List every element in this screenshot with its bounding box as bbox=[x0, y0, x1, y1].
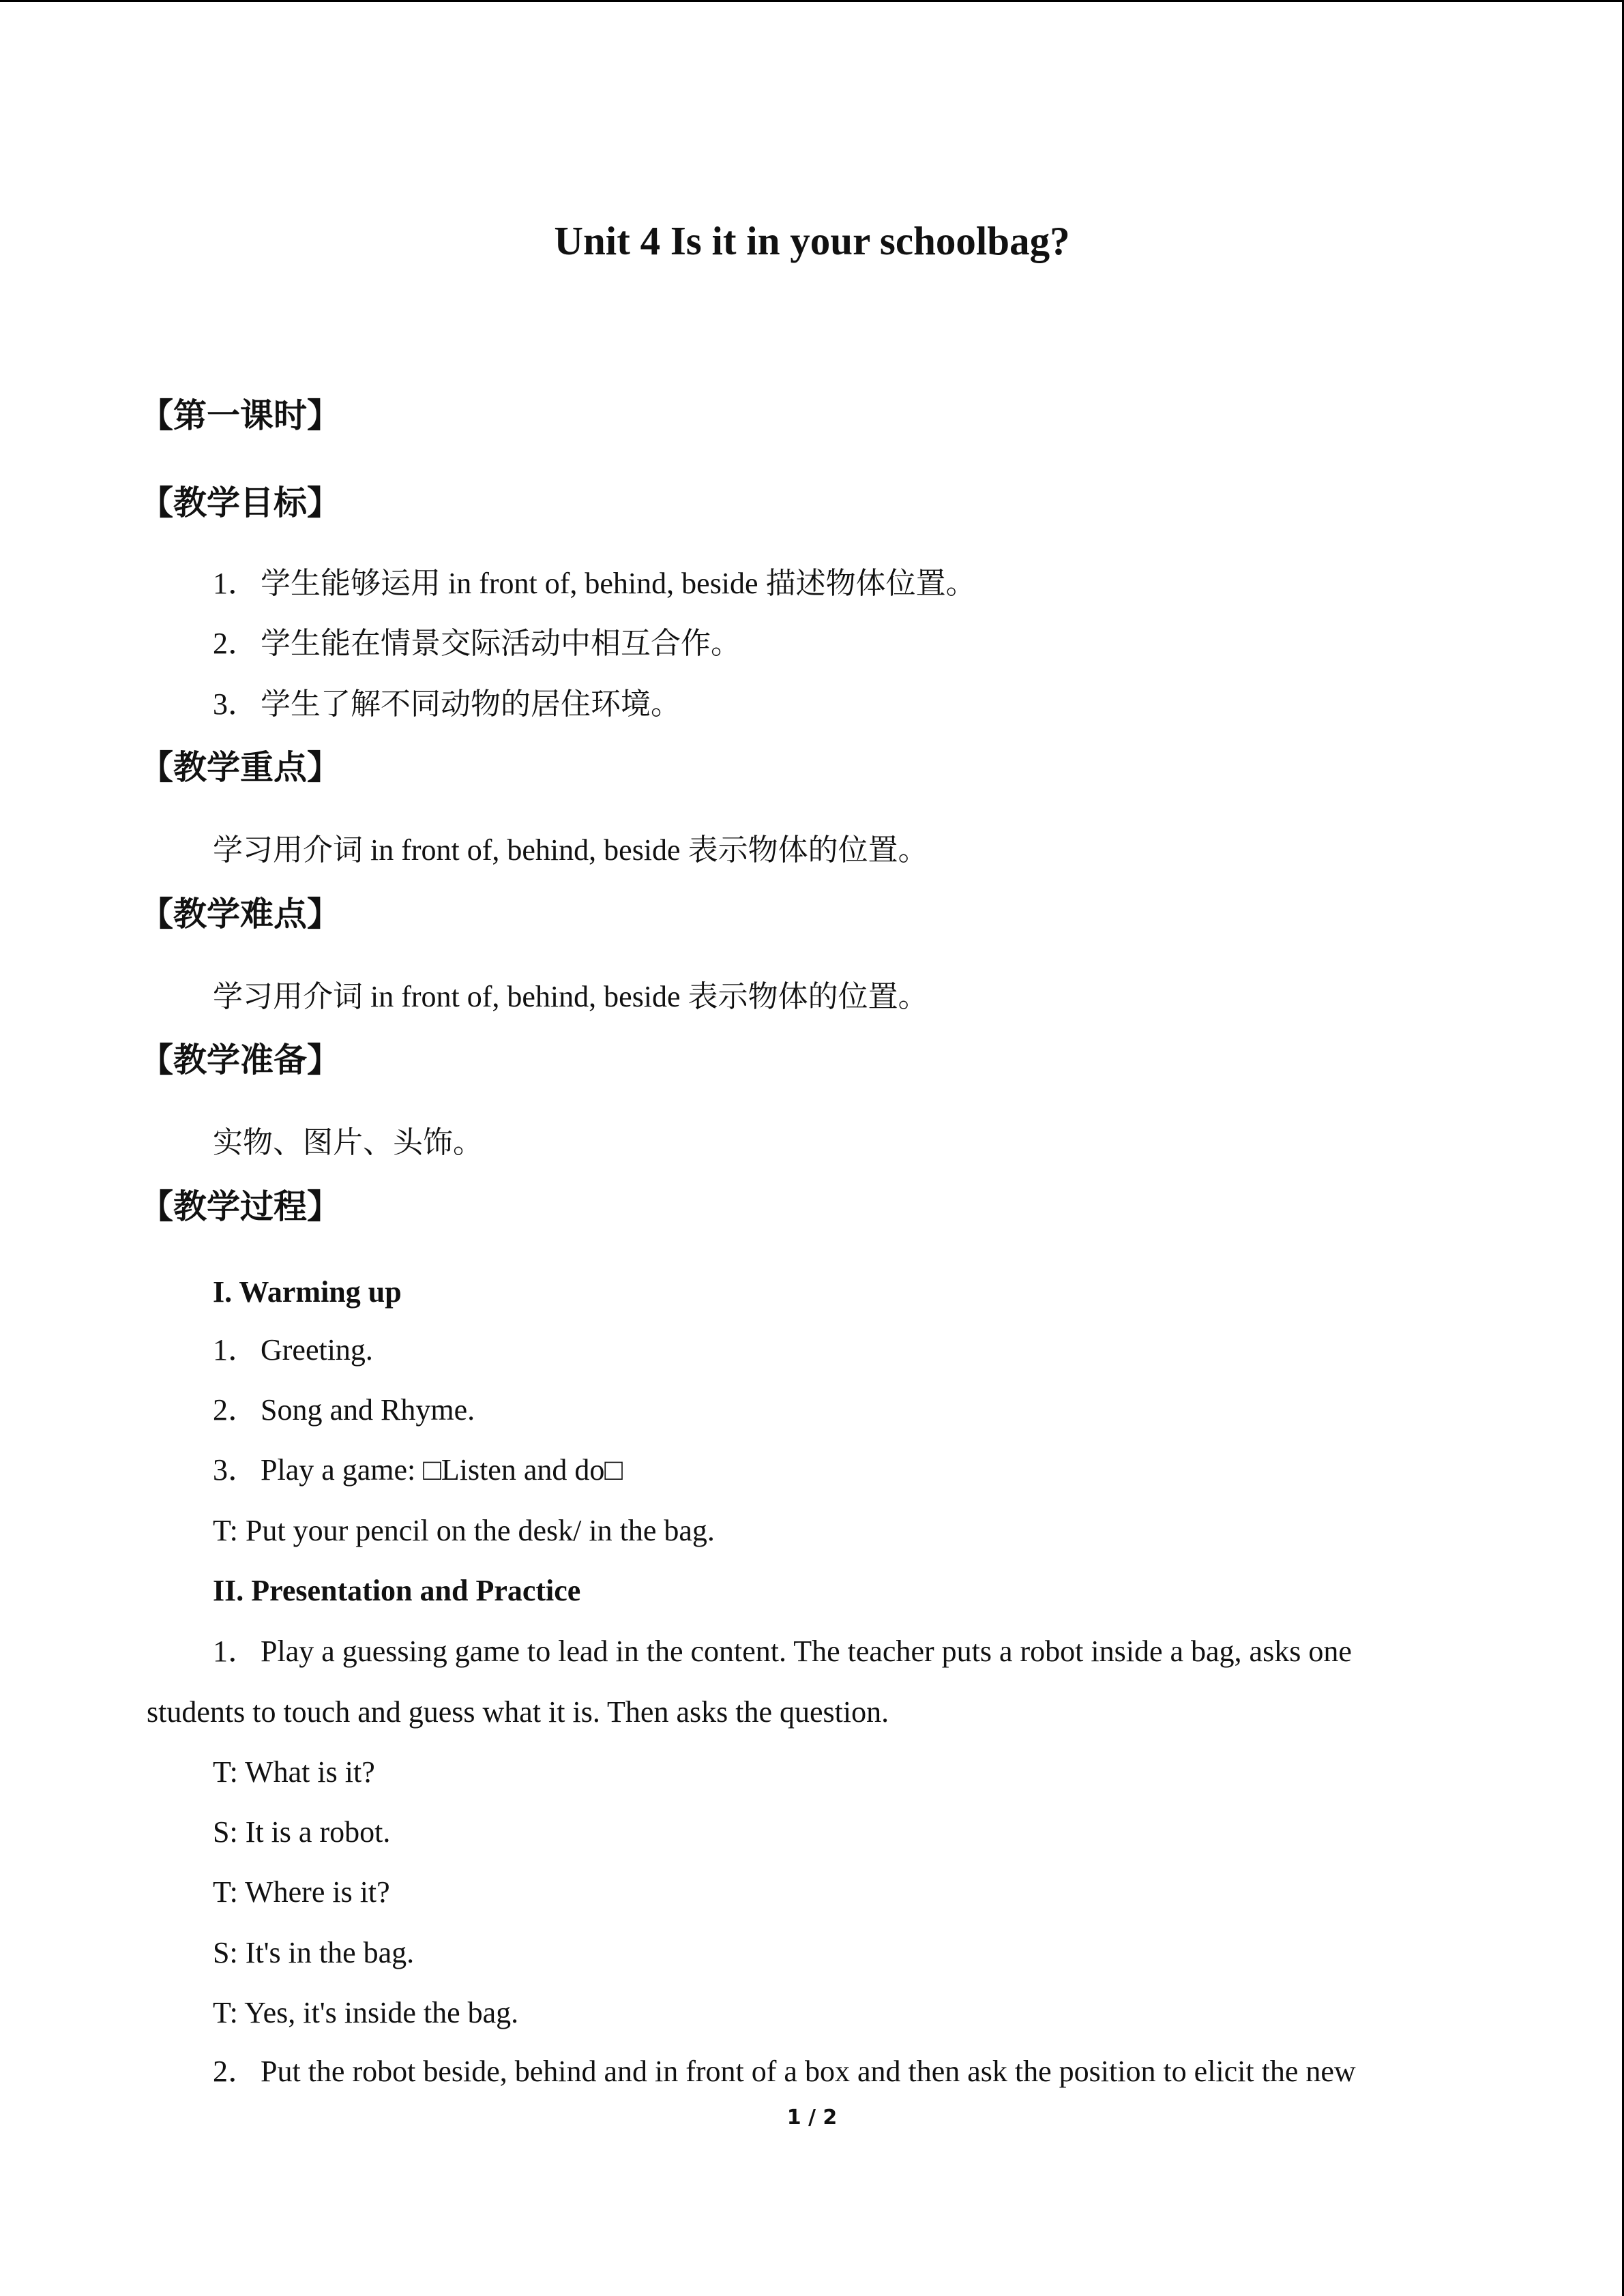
step-text: Put the robot beside, behind and in front of a box and then ask the position to elicit the new bbox=[261, 2055, 1356, 2088]
warming-up-step bbox=[213, 1330, 373, 1371]
difficulties-text: 学习用介词 in front of, behind, beside 表示物体的位置。 bbox=[213, 980, 928, 1013]
document-title: Unit 4 Is it in your schoolbag? bbox=[554, 218, 1070, 263]
objective-item bbox=[213, 684, 681, 725]
step-number: 1． bbox=[213, 1333, 258, 1367]
step-number: 1． bbox=[213, 1635, 258, 1668]
dialogue-line: T: Where is it? bbox=[213, 1875, 390, 1909]
objectives-heading: 【教学目标】 bbox=[140, 483, 341, 522]
dialogue-line: T: What is it? bbox=[213, 1755, 375, 1789]
warming-up-step bbox=[213, 1450, 623, 1491]
step-text: Play a guessing game to lead in the content. The teacher puts a robot inside a bag, asks one bbox=[261, 1635, 1352, 1668]
objective-number: 1． bbox=[213, 567, 258, 600]
page-number: 1 / 2 bbox=[786, 2106, 838, 2130]
step-number: 3． bbox=[213, 1453, 258, 1487]
objective-text: 学生能够运用 in front of, behind, beside 描述物体位置。 bbox=[261, 567, 976, 600]
objective-text: 学生了解不同动物的居住环境。 bbox=[261, 687, 681, 721]
presentation-step-line bbox=[213, 2051, 1356, 2092]
presentation-step-line bbox=[213, 1631, 1352, 1672]
objective-number: 3． bbox=[213, 687, 258, 721]
presentation-step-line-continuation: students to touch and guess what it is. Then asks the question. bbox=[147, 1695, 889, 1729]
step-number: 2． bbox=[213, 2055, 258, 2088]
process-heading: 【教学过程】 bbox=[140, 1187, 341, 1226]
warming-up-dialogue: T: Put your pencil on the desk/ in the bag. bbox=[213, 1514, 715, 1547]
step-text: Song and Rhyme. bbox=[261, 1393, 475, 1427]
step-text: Greeting. bbox=[261, 1333, 373, 1367]
dialogue-line: S: It's in the bag. bbox=[213, 1936, 415, 1969]
preparation-text: 实物、图片、头饰。 bbox=[213, 1126, 483, 1159]
dialogue-line: T: Yes, it's inside the bag. bbox=[213, 1996, 519, 2029]
presentation-heading: II. Presentation and Practice bbox=[213, 1574, 581, 1607]
objective-text: 学生能在情景交际活动中相互合作。 bbox=[261, 627, 741, 660]
preparation-heading: 【教学准备】 bbox=[140, 1041, 341, 1079]
warming-up-heading: I. Warming up bbox=[213, 1275, 402, 1309]
step-text: Play a game: □Listen and do□ bbox=[261, 1453, 623, 1487]
dialogue-line: S: It is a robot. bbox=[213, 1815, 391, 1849]
key-points-heading: 【教学重点】 bbox=[140, 748, 341, 787]
difficulties-heading: 【教学难点】 bbox=[140, 895, 341, 934]
objective-item bbox=[213, 623, 741, 664]
step-number: 2． bbox=[213, 1393, 258, 1427]
warming-up-step bbox=[213, 1390, 475, 1431]
objective-item bbox=[213, 563, 976, 604]
key-points-text: 学习用介词 in front of, behind, beside 表示物体的位置。 bbox=[213, 833, 928, 867]
objective-number: 2． bbox=[213, 627, 258, 660]
period-heading: 【第一课时】 bbox=[140, 396, 341, 435]
